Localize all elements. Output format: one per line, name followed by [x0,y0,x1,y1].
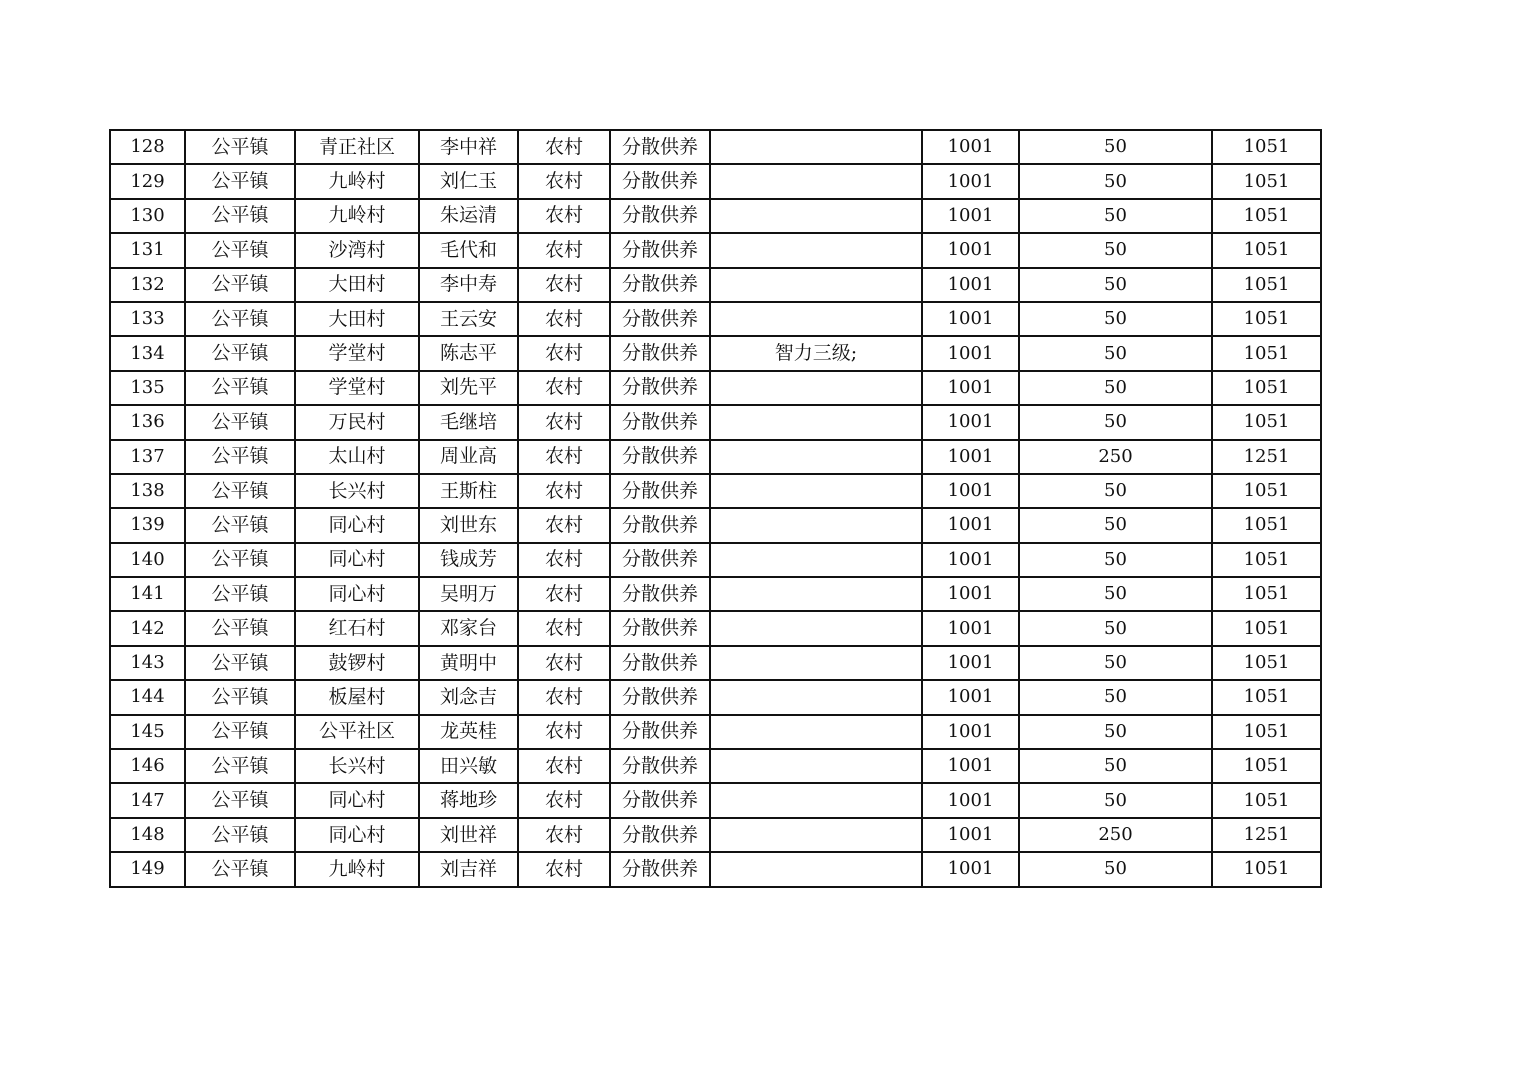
cell-total-amount: 1251 [1212,818,1321,852]
cell-disability-note [710,749,922,783]
table-row [110,543,1321,577]
cell-disability-note [710,130,922,164]
cell-total-amount: 1051 [1212,543,1321,577]
cell-disability-note [710,371,922,405]
cell-subsidy-amount: 50 [1019,164,1212,198]
cell-base-amount: 1001 [922,680,1019,714]
cell-area-type: 农村 [518,199,610,233]
cell-serial-number: 129 [110,164,185,198]
table-row [110,199,1321,233]
cell-area-type: 农村 [518,233,610,267]
cell-person-name: 王斯柱 [419,474,518,508]
cell-town: 公平镇 [185,199,295,233]
cell-person-name: 黄明中 [419,646,518,680]
table-row [110,130,1321,164]
cell-person-name: 陈志平 [419,336,518,370]
cell-subsidy-amount: 50 [1019,302,1212,336]
cell-subsidy-amount: 50 [1019,233,1212,267]
cell-person-name: 李中祥 [419,130,518,164]
cell-total-amount: 1051 [1212,577,1321,611]
cell-village: 同心村 [295,543,419,577]
cell-serial-number: 134 [110,336,185,370]
cell-town: 公平镇 [185,508,295,542]
cell-disability-note [710,405,922,439]
table-row [110,336,1321,370]
cell-serial-number: 133 [110,302,185,336]
cell-village: 太山村 [295,440,419,474]
cell-serial-number: 147 [110,783,185,817]
cell-person-name: 蒋地珍 [419,783,518,817]
cell-town: 公平镇 [185,405,295,439]
cell-town: 公平镇 [185,818,295,852]
cell-support-type: 分散供养 [610,646,710,680]
cell-town: 公平镇 [185,336,295,370]
cell-serial-number: 143 [110,646,185,680]
cell-subsidy-amount: 50 [1019,371,1212,405]
table-row [110,646,1321,680]
cell-area-type: 农村 [518,680,610,714]
cell-area-type: 农村 [518,130,610,164]
cell-total-amount: 1051 [1212,749,1321,783]
cell-disability-note [710,715,922,749]
cell-town: 公平镇 [185,611,295,645]
cell-base-amount: 1001 [922,749,1019,783]
table-row [110,164,1321,198]
cell-subsidy-amount: 50 [1019,268,1212,302]
cell-subsidy-amount: 50 [1019,336,1212,370]
cell-total-amount: 1051 [1212,474,1321,508]
cell-disability-note [710,164,922,198]
table-row [110,405,1321,439]
table-row [110,749,1321,783]
cell-town: 公平镇 [185,543,295,577]
table-row [110,715,1321,749]
cell-area-type: 农村 [518,336,610,370]
cell-support-type: 分散供养 [610,852,710,886]
cell-support-type: 分散供养 [610,164,710,198]
cell-area-type: 农村 [518,577,610,611]
cell-disability-note: 智力三级; [710,336,922,370]
cell-village: 学堂村 [295,336,419,370]
table-row [110,440,1321,474]
cell-support-type: 分散供养 [610,818,710,852]
cell-base-amount: 1001 [922,440,1019,474]
cell-area-type: 农村 [518,852,610,886]
cell-total-amount: 1051 [1212,508,1321,542]
cell-support-type: 分散供养 [610,508,710,542]
cell-serial-number: 144 [110,680,185,714]
cell-area-type: 农村 [518,268,610,302]
cell-serial-number: 148 [110,818,185,852]
cell-subsidy-amount: 50 [1019,749,1212,783]
cell-area-type: 农村 [518,611,610,645]
table-row [110,233,1321,267]
cell-serial-number: 131 [110,233,185,267]
cell-disability-note [710,508,922,542]
cell-total-amount: 1051 [1212,611,1321,645]
cell-person-name: 钱成芳 [419,543,518,577]
cell-serial-number: 132 [110,268,185,302]
cell-town: 公平镇 [185,680,295,714]
cell-disability-note [710,233,922,267]
cell-support-type: 分散供养 [610,749,710,783]
cell-base-amount: 1001 [922,577,1019,611]
cell-person-name: 刘世东 [419,508,518,542]
cell-support-type: 分散供养 [610,440,710,474]
cell-village: 长兴村 [295,749,419,783]
cell-village: 九岭村 [295,852,419,886]
cell-person-name: 毛代和 [419,233,518,267]
cell-village: 沙湾村 [295,233,419,267]
cell-serial-number: 141 [110,577,185,611]
cell-base-amount: 1001 [922,474,1019,508]
cell-serial-number: 128 [110,130,185,164]
cell-support-type: 分散供养 [610,336,710,370]
cell-town: 公平镇 [185,715,295,749]
cell-subsidy-amount: 50 [1019,577,1212,611]
cell-base-amount: 1001 [922,164,1019,198]
cell-town: 公平镇 [185,164,295,198]
cell-subsidy-amount: 50 [1019,680,1212,714]
table-row [110,852,1321,886]
cell-area-type: 农村 [518,164,610,198]
cell-total-amount: 1051 [1212,302,1321,336]
cell-base-amount: 1001 [922,611,1019,645]
cell-area-type: 农村 [518,543,610,577]
cell-base-amount: 1001 [922,336,1019,370]
cell-town: 公平镇 [185,577,295,611]
cell-town: 公平镇 [185,130,295,164]
cell-total-amount: 1051 [1212,130,1321,164]
cell-total-amount: 1051 [1212,783,1321,817]
cell-area-type: 农村 [518,749,610,783]
cell-base-amount: 1001 [922,543,1019,577]
cell-subsidy-amount: 50 [1019,474,1212,508]
cell-village: 红石村 [295,611,419,645]
cell-support-type: 分散供养 [610,715,710,749]
cell-serial-number: 137 [110,440,185,474]
cell-town: 公平镇 [185,268,295,302]
cell-person-name: 邓家台 [419,611,518,645]
cell-support-type: 分散供养 [610,680,710,714]
cell-total-amount: 1051 [1212,199,1321,233]
cell-base-amount: 1001 [922,852,1019,886]
cell-total-amount: 1251 [1212,440,1321,474]
cell-subsidy-amount: 250 [1019,440,1212,474]
cell-base-amount: 1001 [922,508,1019,542]
cell-total-amount: 1051 [1212,164,1321,198]
cell-support-type: 分散供养 [610,611,710,645]
cell-person-name: 朱运清 [419,199,518,233]
cell-person-name: 李中寿 [419,268,518,302]
cell-total-amount: 1051 [1212,371,1321,405]
table-row [110,302,1321,336]
cell-serial-number: 149 [110,852,185,886]
cell-village: 同心村 [295,577,419,611]
cell-disability-note [710,646,922,680]
cell-total-amount: 1051 [1212,268,1321,302]
table-row [110,508,1321,542]
cell-area-type: 农村 [518,440,610,474]
cell-town: 公平镇 [185,646,295,680]
cell-subsidy-amount: 50 [1019,646,1212,680]
cell-area-type: 农村 [518,715,610,749]
cell-village: 九岭村 [295,164,419,198]
cell-serial-number: 138 [110,474,185,508]
cell-subsidy-amount: 50 [1019,130,1212,164]
cell-area-type: 农村 [518,783,610,817]
cell-serial-number: 140 [110,543,185,577]
cell-subsidy-amount: 50 [1019,783,1212,817]
cell-total-amount: 1051 [1212,680,1321,714]
cell-serial-number: 142 [110,611,185,645]
cell-person-name: 刘先平 [419,371,518,405]
cell-person-name: 刘吉祥 [419,852,518,886]
cell-area-type: 农村 [518,371,610,405]
cell-town: 公平镇 [185,474,295,508]
cell-town: 公平镇 [185,371,295,405]
cell-disability-note [710,577,922,611]
cell-person-name: 龙英桂 [419,715,518,749]
cell-area-type: 农村 [518,508,610,542]
cell-town: 公平镇 [185,302,295,336]
cell-subsidy-amount: 50 [1019,611,1212,645]
cell-village: 同心村 [295,508,419,542]
cell-disability-note [710,852,922,886]
cell-base-amount: 1001 [922,646,1019,680]
cell-town: 公平镇 [185,783,295,817]
table-row [110,783,1321,817]
cell-disability-note [710,474,922,508]
cell-area-type: 农村 [518,302,610,336]
cell-support-type: 分散供养 [610,783,710,817]
cell-person-name: 毛继培 [419,405,518,439]
records-table [109,129,1322,888]
cell-support-type: 分散供养 [610,233,710,267]
cell-serial-number: 135 [110,371,185,405]
cell-subsidy-amount: 50 [1019,852,1212,886]
cell-support-type: 分散供养 [610,405,710,439]
cell-total-amount: 1051 [1212,233,1321,267]
cell-serial-number: 130 [110,199,185,233]
cell-village: 大田村 [295,302,419,336]
cell-support-type: 分散供养 [610,474,710,508]
cell-village: 九岭村 [295,199,419,233]
cell-total-amount: 1051 [1212,336,1321,370]
table-row [110,818,1321,852]
cell-serial-number: 139 [110,508,185,542]
cell-disability-note [710,268,922,302]
table-row [110,474,1321,508]
cell-village: 鼓锣村 [295,646,419,680]
cell-disability-note [710,302,922,336]
cell-subsidy-amount: 50 [1019,715,1212,749]
cell-serial-number: 136 [110,405,185,439]
table-row [110,268,1321,302]
cell-subsidy-amount: 50 [1019,199,1212,233]
cell-village: 大田村 [295,268,419,302]
cell-serial-number: 145 [110,715,185,749]
cell-support-type: 分散供养 [610,268,710,302]
cell-base-amount: 1001 [922,818,1019,852]
cell-base-amount: 1001 [922,302,1019,336]
cell-disability-note [710,680,922,714]
cell-base-amount: 1001 [922,199,1019,233]
cell-base-amount: 1001 [922,268,1019,302]
cell-total-amount: 1051 [1212,646,1321,680]
cell-serial-number: 146 [110,749,185,783]
cell-base-amount: 1001 [922,783,1019,817]
cell-village: 板屋村 [295,680,419,714]
cell-support-type: 分散供养 [610,302,710,336]
cell-disability-note [710,199,922,233]
cell-support-type: 分散供养 [610,543,710,577]
cell-base-amount: 1001 [922,371,1019,405]
cell-person-name: 王云安 [419,302,518,336]
cell-person-name: 刘世祥 [419,818,518,852]
cell-area-type: 农村 [518,818,610,852]
cell-town: 公平镇 [185,233,295,267]
cell-disability-note [710,440,922,474]
cell-subsidy-amount: 50 [1019,508,1212,542]
cell-subsidy-amount: 50 [1019,543,1212,577]
cell-base-amount: 1001 [922,233,1019,267]
cell-town: 公平镇 [185,852,295,886]
cell-village: 长兴村 [295,474,419,508]
cell-person-name: 周业高 [419,440,518,474]
cell-village: 万民村 [295,405,419,439]
table-row [110,680,1321,714]
table-row [110,611,1321,645]
cell-area-type: 农村 [518,474,610,508]
cell-disability-note [710,543,922,577]
cell-person-name: 田兴敏 [419,749,518,783]
cell-person-name: 刘念吉 [419,680,518,714]
cell-total-amount: 1051 [1212,715,1321,749]
cell-area-type: 农村 [518,405,610,439]
cell-base-amount: 1001 [922,715,1019,749]
cell-subsidy-amount: 250 [1019,818,1212,852]
cell-area-type: 农村 [518,646,610,680]
cell-disability-note [710,783,922,817]
cell-support-type: 分散供养 [610,577,710,611]
cell-person-name: 刘仁玉 [419,164,518,198]
cell-village: 青正社区 [295,130,419,164]
cell-base-amount: 1001 [922,405,1019,439]
cell-disability-note [710,611,922,645]
cell-subsidy-amount: 50 [1019,405,1212,439]
cell-town: 公平镇 [185,440,295,474]
table-body [110,130,1321,887]
cell-support-type: 分散供养 [610,199,710,233]
cell-town: 公平镇 [185,749,295,783]
table-row [110,577,1321,611]
cell-support-type: 分散供养 [610,371,710,405]
cell-support-type: 分散供养 [610,130,710,164]
cell-disability-note [710,818,922,852]
cell-total-amount: 1051 [1212,852,1321,886]
cell-total-amount: 1051 [1212,405,1321,439]
cell-village: 公平社区 [295,715,419,749]
cell-village: 同心村 [295,818,419,852]
cell-base-amount: 1001 [922,130,1019,164]
table-row [110,371,1321,405]
cell-village: 学堂村 [295,371,419,405]
cell-person-name: 吴明万 [419,577,518,611]
cell-village: 同心村 [295,783,419,817]
